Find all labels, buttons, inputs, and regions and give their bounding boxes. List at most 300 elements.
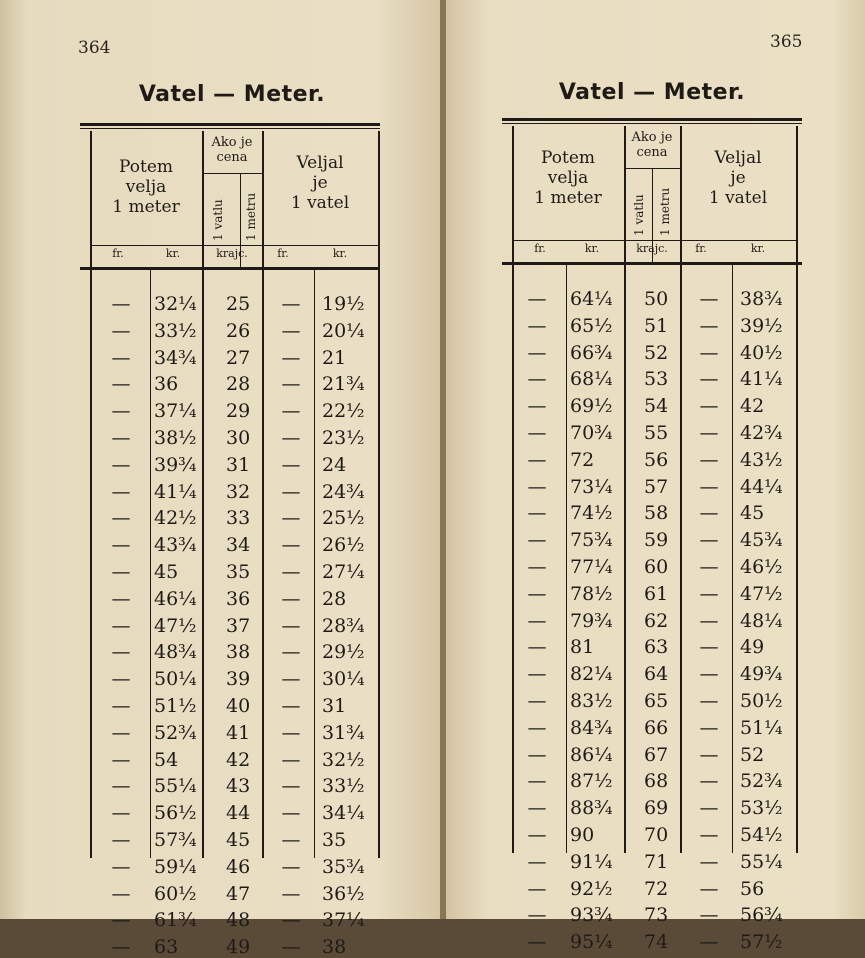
table-row — [502, 904, 802, 926]
cell-kr-per-meter: 90 — [570, 824, 595, 846]
cell-kr-per-vatel: 27¼ — [322, 561, 365, 583]
cell-kr-per-meter: 48¾ — [154, 641, 197, 664]
cell-fr-2: — — [281, 400, 301, 423]
cell-fr: — — [111, 641, 131, 664]
header-1-vatlu: 1 vatlu — [632, 194, 646, 236]
table-row — [502, 770, 802, 792]
unit-kr: kr. — [165, 247, 181, 260]
cell-fr: — — [111, 882, 131, 905]
cell-kr-per-vatel: 36½ — [322, 882, 365, 905]
cell-krajc: 43 — [226, 775, 251, 798]
cell-krajc: 34 — [226, 534, 251, 557]
cell-kr-per-vatel: 45¾ — [740, 529, 783, 552]
cell-fr: — — [111, 561, 131, 583]
cell-krajc: 32 — [226, 480, 251, 503]
cell-kr-per-vatel: 45 — [740, 502, 765, 525]
cell-fr: — — [111, 427, 131, 449]
cell-krajc: 63 — [644, 636, 669, 659]
cell-kr-per-vatel: 23½ — [322, 427, 365, 449]
cell-fr: — — [111, 695, 131, 717]
table-row — [502, 315, 802, 337]
cell-fr-2: — — [281, 453, 301, 476]
cell-kr-per-meter: 74½ — [570, 502, 613, 525]
cell-kr-per-meter: 50¼ — [154, 668, 197, 691]
table-row — [80, 775, 380, 797]
cell-fr: — — [111, 829, 131, 851]
cell-krajc: 50 — [644, 288, 669, 310]
cell-krajc: 37 — [226, 614, 251, 637]
cell-kr-per-meter: 59¼ — [154, 855, 197, 878]
cell-fr: — — [527, 422, 547, 444]
cell-kr-per-meter: 66¾ — [570, 341, 613, 364]
cell-fr-2: — — [699, 609, 719, 632]
cell-kr-per-vatel: 50½ — [740, 690, 783, 712]
cell-fr: — — [527, 288, 547, 310]
cell-kr-per-meter: 64¼ — [570, 288, 613, 310]
cell-fr: — — [111, 668, 131, 691]
cell-fr-2: — — [281, 507, 301, 530]
cell-kr-per-meter: 77¼ — [570, 556, 613, 578]
unit-kr: kr. — [584, 242, 600, 255]
table-row — [80, 507, 380, 529]
cell-fr: — — [111, 346, 131, 369]
cell-fr-2: — — [281, 668, 301, 691]
cell-krajc: 33 — [226, 507, 251, 530]
unit-krajc: krajc. — [636, 242, 668, 255]
cell-fr-2: — — [699, 770, 719, 793]
table-row — [502, 797, 802, 819]
cell-fr: — — [111, 614, 131, 637]
cell-krajc: 52 — [644, 341, 669, 364]
unit-fr-2: fr. — [277, 247, 289, 260]
cell-kr-per-vatel: 30¼ — [322, 668, 365, 691]
cell-krajc: 36 — [226, 587, 251, 610]
cell-krajc: 64 — [644, 663, 669, 686]
cell-kr-per-vatel: 35¾ — [322, 855, 365, 878]
cell-kr-per-vatel: 52¾ — [740, 770, 783, 793]
cell-kr-per-meter: 55¼ — [154, 775, 197, 798]
cell-fr-2: — — [699, 904, 719, 927]
cell-krajc: 65 — [644, 690, 669, 712]
cell-fr-2: — — [281, 293, 301, 315]
header-potem-velja: Potem velja 1 meter — [112, 157, 180, 217]
cell-kr-per-vatel: 42 — [740, 395, 765, 418]
table-row — [502, 851, 802, 873]
cell-krajc: 54 — [644, 395, 669, 418]
cell-kr-per-vatel: 24¾ — [322, 480, 365, 503]
cell-fr: — — [527, 797, 547, 820]
cell-krajc: 41 — [226, 721, 251, 744]
cell-kr-per-meter: 51½ — [154, 695, 197, 717]
cell-kr-per-vatel: 29½ — [322, 641, 365, 664]
table-row — [80, 668, 380, 690]
cell-kr-per-meter: 91¼ — [570, 850, 613, 873]
cell-krajc: 39 — [226, 668, 251, 691]
page-title-right: Vatel — Meter. — [558, 80, 746, 105]
cell-fr: — — [111, 775, 131, 798]
cell-fr: — — [111, 453, 131, 476]
header-1-metru: 1 metru — [244, 192, 258, 241]
cell-krajc: 30 — [226, 427, 251, 449]
cell-kr-per-meter: 56½ — [154, 802, 197, 825]
cell-fr: — — [111, 936, 131, 958]
table-row — [502, 422, 802, 444]
cell-krajc: 57 — [644, 475, 669, 498]
table-row — [80, 373, 380, 395]
cell-fr-2: — — [699, 422, 719, 444]
cell-kr-per-vatel: 19½ — [322, 293, 365, 315]
table-row — [80, 561, 380, 583]
cell-krajc: 59 — [644, 529, 669, 552]
cell-fr: — — [111, 400, 131, 423]
cell-fr: — — [527, 341, 547, 364]
cell-krajc: 74 — [644, 931, 669, 954]
cell-fr-2: — — [699, 582, 719, 605]
cell-fr: — — [527, 368, 547, 391]
cell-fr: — — [111, 587, 131, 610]
cell-krajc: 51 — [644, 314, 669, 337]
cell-fr: — — [527, 475, 547, 498]
cell-fr-2: — — [699, 314, 719, 337]
cell-fr-2: — — [699, 448, 719, 471]
cell-fr: — — [111, 909, 131, 932]
cell-fr: — — [111, 319, 131, 342]
cell-krajc: 38 — [226, 641, 251, 664]
cell-kr-per-meter: 68¼ — [570, 368, 613, 391]
cell-krajc: 71 — [644, 850, 669, 873]
cell-kr-per-vatel: 56¾ — [740, 904, 783, 927]
cell-fr-2: — — [699, 636, 719, 659]
cell-krajc: 29 — [226, 400, 251, 423]
cell-kr-per-meter: 34¾ — [154, 346, 197, 369]
cell-kr-per-meter: 32¼ — [154, 293, 197, 315]
table-row — [80, 588, 380, 610]
cell-kr-per-meter: 36 — [154, 373, 179, 396]
cell-fr-2: — — [699, 690, 719, 712]
cell-fr-2: — — [699, 288, 719, 310]
cell-fr-2: — — [281, 319, 301, 342]
cell-krajc: 26 — [226, 319, 251, 342]
cell-kr-per-meter: 33½ — [154, 319, 197, 342]
cell-fr-2: — — [699, 368, 719, 391]
cell-fr-2: — — [699, 850, 719, 873]
cell-kr-per-vatel: 52 — [740, 743, 765, 766]
cell-kr-per-meter: 57¾ — [154, 829, 197, 851]
cell-kr-per-vatel: 31¾ — [322, 721, 365, 744]
cell-kr-per-meter: 83½ — [570, 690, 613, 712]
cell-kr-per-vatel: 49 — [740, 636, 765, 659]
cell-kr-per-meter: 39¾ — [154, 453, 197, 476]
cell-kr-per-vatel: 57½ — [740, 931, 783, 954]
cell-fr: — — [527, 448, 547, 471]
cell-fr: — — [527, 636, 547, 659]
cell-fr-2: — — [699, 502, 719, 525]
table-row — [502, 368, 802, 390]
cell-kr-per-meter: 87½ — [570, 770, 613, 793]
cell-kr-per-meter: 46¼ — [154, 587, 197, 610]
cell-kr-per-meter: 95¼ — [570, 931, 613, 954]
cell-fr-2: — — [281, 748, 301, 771]
cell-kr-per-meter: 84¾ — [570, 716, 613, 739]
cell-fr: — — [111, 802, 131, 825]
table-row — [80, 749, 380, 771]
cell-kr-per-vatel: 38 — [322, 936, 347, 958]
cell-fr-2: — — [699, 931, 719, 954]
table-row — [502, 663, 802, 685]
cell-fr: — — [527, 609, 547, 632]
cell-fr: — — [527, 663, 547, 686]
cell-fr-2: — — [699, 824, 719, 846]
cell-kr-per-meter: 54 — [154, 748, 179, 771]
cell-kr-per-meter: 79¾ — [570, 609, 613, 632]
cell-fr-2: — — [281, 561, 301, 583]
cell-kr-per-vatel: 46½ — [740, 556, 783, 578]
cell-kr-per-meter: 60½ — [154, 882, 197, 905]
cell-fr: — — [527, 314, 547, 337]
cell-krajc: 27 — [226, 346, 251, 369]
header-veljal-je: Veljal je 1 vatel — [290, 153, 350, 213]
cell-fr: — — [527, 904, 547, 927]
cell-kr-per-meter: 41¼ — [154, 480, 197, 503]
table-row — [80, 347, 380, 369]
header-ako-je-cena: Ako je cena — [211, 135, 253, 165]
cell-kr-per-vatel: 47½ — [740, 582, 783, 605]
table-row — [80, 936, 380, 958]
header-veljal-je: Veljal je 1 vatel — [708, 148, 768, 208]
cell-kr-per-vatel: 53½ — [740, 797, 783, 820]
cell-krajc: 25 — [226, 293, 251, 315]
cell-kr-per-meter: 72 — [570, 448, 595, 471]
cell-kr-per-vatel: 32½ — [322, 748, 365, 771]
cell-kr-per-vatel: 20¼ — [322, 319, 365, 342]
cell-kr-per-vatel: 55¼ — [740, 850, 783, 873]
cell-krajc: 58 — [644, 502, 669, 525]
cell-kr-per-meter: 42½ — [154, 507, 197, 530]
cell-krajc: 31 — [226, 453, 251, 476]
table-row — [80, 695, 380, 717]
table-row — [502, 690, 802, 712]
cell-fr-2: — — [699, 663, 719, 686]
cell-kr-per-vatel: 48¼ — [740, 609, 783, 632]
cell-kr-per-vatel: 42¾ — [740, 422, 783, 444]
table-row — [502, 476, 802, 498]
cell-fr-2: — — [281, 909, 301, 932]
cell-fr: — — [527, 877, 547, 900]
cell-kr-per-vatel: 34¼ — [322, 802, 365, 825]
cell-kr-per-vatel: 24 — [322, 453, 347, 476]
cell-fr: — — [111, 534, 131, 557]
cell-krajc: 60 — [644, 556, 669, 578]
cell-kr-per-meter: 43¾ — [154, 534, 197, 557]
table-row — [502, 502, 802, 524]
cell-kr-per-vatel: 43½ — [740, 448, 783, 471]
cell-krajc: 45 — [226, 829, 251, 851]
page-number-left: 364 — [78, 38, 111, 58]
cell-kr-per-meter: 82¼ — [570, 663, 613, 686]
table-row — [80, 427, 380, 449]
table-row — [502, 717, 802, 739]
cell-fr-2: — — [281, 587, 301, 610]
cell-fr: — — [111, 293, 131, 315]
cell-kr-per-meter: 61¾ — [154, 909, 197, 932]
cell-kr-per-vatel: 26½ — [322, 534, 365, 557]
cell-fr-2: — — [281, 534, 301, 557]
table-row — [502, 395, 802, 417]
cell-krajc: 44 — [226, 802, 251, 825]
cell-fr-2: — — [699, 395, 719, 418]
table-row — [502, 556, 802, 578]
cell-krajc: 56 — [644, 448, 669, 471]
cell-kr-per-vatel: 37¼ — [322, 909, 365, 932]
cell-krajc: 68 — [644, 770, 669, 793]
table-row — [80, 641, 380, 663]
table-row — [80, 802, 380, 824]
table-row — [502, 449, 802, 471]
cell-fr-2: — — [699, 556, 719, 578]
table-row — [502, 744, 802, 766]
cell-krajc: 53 — [644, 368, 669, 391]
cell-fr: — — [527, 395, 547, 418]
cell-kr-per-vatel: 31 — [322, 695, 347, 717]
cell-krajc: 55 — [644, 422, 669, 444]
table-row — [80, 883, 380, 905]
cell-kr-per-meter: 65½ — [570, 314, 613, 337]
cell-fr-2: — — [281, 829, 301, 851]
table-row — [80, 320, 380, 342]
table-row — [80, 534, 380, 556]
table-row — [502, 342, 802, 364]
cell-fr-2: — — [281, 614, 301, 637]
cell-fr-2: — — [281, 480, 301, 503]
cell-kr-per-vatel: 41¼ — [740, 368, 783, 391]
cell-fr: — — [527, 502, 547, 525]
cell-kr-per-vatel: 39½ — [740, 314, 783, 337]
cell-kr-per-meter: 75¾ — [570, 529, 613, 552]
cell-krajc: 62 — [644, 609, 669, 632]
cell-fr-2: — — [699, 797, 719, 820]
cell-fr: — — [111, 480, 131, 503]
cell-krajc: 66 — [644, 716, 669, 739]
cell-kr-per-meter: 47½ — [154, 614, 197, 637]
cell-fr-2: — — [699, 475, 719, 498]
unit-krajc: krajc. — [216, 247, 248, 260]
table-row — [80, 909, 380, 931]
cell-kr-per-vatel: 21 — [322, 346, 347, 369]
cell-kr-per-meter: 86¼ — [570, 743, 613, 766]
cell-kr-per-meter: 92½ — [570, 877, 613, 900]
cell-fr-2: — — [281, 373, 301, 396]
cell-krajc: 67 — [644, 743, 669, 766]
table-row — [502, 824, 802, 846]
cell-kr-per-vatel: 44¼ — [740, 475, 783, 498]
table-row — [80, 481, 380, 503]
cell-fr: — — [111, 748, 131, 771]
cell-kr-per-vatel: 56 — [740, 877, 765, 900]
cell-kr-per-vatel: 33½ — [322, 775, 365, 798]
cell-krajc: 42 — [226, 748, 251, 771]
cell-kr-per-meter: 73¼ — [570, 475, 613, 498]
cell-kr-per-vatel: 28 — [322, 587, 347, 610]
cell-fr: — — [111, 855, 131, 878]
cell-kr-per-vatel: 21¾ — [322, 373, 365, 396]
table-row — [502, 610, 802, 632]
header-1-vatlu: 1 vatlu — [211, 199, 225, 241]
table-row — [502, 529, 802, 551]
cell-fr-2: — — [281, 936, 301, 958]
table-row — [502, 288, 802, 310]
table-row — [80, 856, 380, 878]
cell-kr-per-meter: 81 — [570, 636, 595, 659]
cell-fr: — — [111, 721, 131, 744]
cell-fr: — — [527, 743, 547, 766]
cell-fr: — — [527, 850, 547, 873]
table-row — [80, 293, 380, 315]
unit-fr: fr. — [534, 242, 546, 255]
cell-fr: — — [527, 582, 547, 605]
cell-fr-2: — — [281, 427, 301, 449]
cell-kr-per-meter: 38½ — [154, 427, 197, 449]
table-row — [80, 454, 380, 476]
cell-krajc: 70 — [644, 824, 669, 846]
cell-krajc: 28 — [226, 373, 251, 396]
cell-fr-2: — — [281, 641, 301, 664]
table-row — [502, 878, 802, 900]
cell-fr-2: — — [699, 529, 719, 552]
unit-fr-2: fr. — [695, 242, 707, 255]
cell-fr: — — [527, 770, 547, 793]
cell-kr-per-meter: 45 — [154, 561, 179, 583]
table-row — [502, 636, 802, 658]
header-ako-je-cena: Ako je cena — [631, 130, 673, 160]
cell-krajc: 69 — [644, 797, 669, 820]
cell-fr-2: — — [281, 695, 301, 717]
cell-krajc: 48 — [226, 909, 251, 932]
cell-fr: — — [527, 716, 547, 739]
cell-fr-2: — — [281, 855, 301, 878]
table-row — [80, 829, 380, 851]
cell-fr: — — [527, 931, 547, 954]
cell-kr-per-vatel: 54½ — [740, 824, 783, 846]
cell-kr-per-meter: 93¾ — [570, 904, 613, 927]
cell-kr-per-meter: 78½ — [570, 582, 613, 605]
cell-kr-per-vatel: 38¾ — [740, 288, 783, 310]
table-row — [80, 722, 380, 744]
cell-fr-2: — — [699, 877, 719, 900]
cell-krajc: 40 — [226, 695, 251, 717]
cell-fr-2: — — [281, 802, 301, 825]
cell-fr-2: — — [699, 743, 719, 766]
cell-krajc: 61 — [644, 582, 669, 605]
cell-krajc: 72 — [644, 877, 669, 900]
cell-kr-per-meter: 69½ — [570, 395, 613, 418]
header-potem-velja: Potem velja 1 meter — [534, 148, 602, 208]
cell-kr-per-vatel: 49¾ — [740, 663, 783, 686]
cell-kr-per-vatel: 28¾ — [322, 614, 365, 637]
unit-kr-2: kr. — [332, 247, 348, 260]
cell-krajc: 49 — [226, 936, 251, 958]
table-row — [502, 931, 802, 953]
table-row — [80, 400, 380, 422]
cell-fr-2: — — [281, 775, 301, 798]
cell-fr-2: — — [699, 716, 719, 739]
cell-kr-per-vatel: 22½ — [322, 400, 365, 423]
cell-krajc: 35 — [226, 561, 251, 583]
cell-fr: — — [527, 529, 547, 552]
cell-fr: — — [527, 824, 547, 846]
cell-kr-per-vatel: 35 — [322, 829, 347, 851]
cell-kr-per-meter: 63 — [154, 936, 179, 958]
conversion-table-right — [502, 118, 802, 954]
